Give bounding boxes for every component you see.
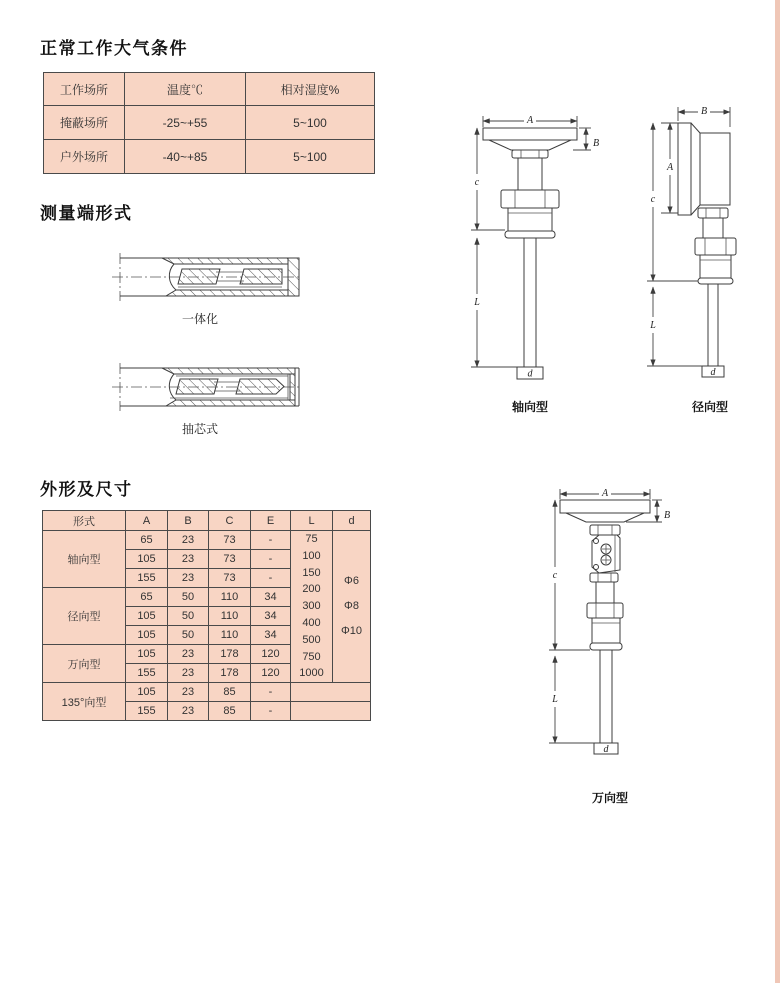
figure-label-integrated: 一体化: [181, 312, 218, 326]
table-cell: 65: [126, 531, 168, 550]
dim-label-c: c: [552, 570, 558, 581]
L-values-cell: 75 100 150 200 300 400 500 750 1000: [291, 531, 333, 683]
table-cell: -: [251, 550, 291, 569]
table-cell: 23: [168, 569, 209, 588]
table-row: [44, 106, 375, 140]
table-cell: 23: [168, 531, 209, 550]
axial-thermometer-diagram: [455, 108, 605, 388]
col-header-workplace: 工作场所: [44, 73, 125, 106]
dim-label-B: B: [664, 510, 671, 521]
table-cell: 户外场所: [44, 140, 125, 174]
axial-type-drawing: [455, 108, 605, 393]
universal-thermometer-diagram: [543, 485, 678, 765]
col-header-C: C: [209, 511, 251, 531]
table-cell: 120: [251, 645, 291, 664]
table-cell: -: [251, 702, 291, 721]
dim-label-L: L: [474, 297, 480, 308]
table-cell: 34: [251, 607, 291, 626]
table-cell: 110: [209, 626, 251, 645]
table-cell: 50: [168, 607, 209, 626]
table-cell: 23: [168, 550, 209, 569]
type-cell-universal: 万向型: [43, 645, 126, 683]
table-cell: 23: [168, 702, 209, 721]
probe-figure-core-pull: [112, 362, 302, 419]
table-row: [44, 140, 375, 174]
table-cell: 105: [126, 626, 168, 645]
dim-label-d: d: [603, 744, 609, 755]
section-title-dimensions: 外形及尺寸: [40, 480, 133, 499]
col-header-B: B: [168, 511, 209, 531]
table-cell: -: [251, 683, 291, 702]
table-cell: 34: [251, 626, 291, 645]
radial-type-caption: 径向型: [691, 400, 728, 414]
table-cell: 5~100: [246, 140, 375, 174]
table-cell: 73: [209, 531, 251, 550]
dim-label-c: c: [650, 194, 656, 205]
col-header-temperature: 温度℃: [125, 73, 246, 106]
table-cell: 120: [251, 664, 291, 683]
dim-label-d: d: [710, 367, 716, 378]
table-cell: 110: [209, 607, 251, 626]
table-cell: -: [251, 531, 291, 550]
table-header-row: [43, 511, 371, 531]
ambient-conditions-table: [43, 72, 375, 174]
radial-thermometer-diagram: [645, 103, 770, 393]
dimensions-table: [42, 510, 371, 721]
table-cell: 5~100: [246, 106, 375, 140]
table-cell: 23: [168, 683, 209, 702]
table-cell: 155: [126, 702, 168, 721]
figure-label-core-pull: 抽芯式: [181, 422, 218, 436]
table-header-row: [44, 73, 375, 106]
section-title-probe-forms: 测量端形式: [40, 204, 133, 223]
col-header-A: A: [126, 511, 168, 531]
table-cell: -25~+55: [125, 106, 246, 140]
table-cell: 155: [126, 664, 168, 683]
table-cell: 掩蔽场所: [44, 106, 125, 140]
table-cell: 105: [126, 683, 168, 702]
type-cell-135: 135°向型: [43, 683, 126, 721]
dim-label-c: c: [474, 177, 480, 188]
type-cell-axial: 轴向型: [43, 531, 126, 588]
universal-type-drawing: [543, 485, 678, 770]
integrated-probe-drawing: [112, 252, 302, 304]
table-cell: 23: [168, 664, 209, 683]
radial-type-drawing: [645, 103, 770, 398]
table-cell: 23: [168, 645, 209, 664]
core-pull-probe-drawing: [112, 362, 302, 414]
table-cell: 73: [209, 569, 251, 588]
d-values-cell: Φ6 Φ8 Φ10: [333, 531, 371, 683]
table-cell: -: [251, 569, 291, 588]
table-cell: 50: [168, 588, 209, 607]
table-cell: 105: [126, 607, 168, 626]
dim-label-L: L: [650, 320, 656, 331]
table-cell: 50: [168, 626, 209, 645]
col-header-d: d: [333, 511, 371, 531]
table-cell: 34: [251, 588, 291, 607]
section-title-ambient: 正常工作大气条件: [40, 39, 188, 58]
empty-cell: [291, 683, 371, 702]
dim-label-A: A: [666, 162, 674, 173]
axial-type-caption: 轴向型: [511, 400, 548, 414]
dim-label-B: B: [593, 138, 600, 149]
table-cell: 85: [209, 683, 251, 702]
table-cell: 65: [126, 588, 168, 607]
table-cell: 155: [126, 569, 168, 588]
dim-label-A: A: [526, 115, 534, 126]
empty-cell: [291, 702, 371, 721]
col-header-L: L: [291, 511, 333, 531]
col-header-type: 形式: [43, 511, 126, 531]
table-cell: 178: [209, 664, 251, 683]
universal-type-caption: 万向型: [591, 791, 628, 805]
probe-figure-integrated: [112, 252, 302, 309]
col-header-humidity: 相对湿度%: [246, 73, 375, 106]
table-cell: -40~+85: [125, 140, 246, 174]
table-cell: 105: [126, 645, 168, 664]
right-accent-strip: [775, 0, 780, 983]
table-row: [43, 683, 371, 702]
table-cell: 73: [209, 550, 251, 569]
table-cell: 105: [126, 550, 168, 569]
dim-label-L: L: [552, 694, 558, 705]
dim-label-A: A: [601, 488, 609, 499]
table-cell: 178: [209, 645, 251, 664]
table-cell: 85: [209, 702, 251, 721]
dim-label-B: B: [700, 106, 708, 117]
col-header-E: E: [251, 511, 291, 531]
table-cell: 110: [209, 588, 251, 607]
dim-label-d: d: [527, 368, 533, 380]
type-cell-radial: 径向型: [43, 588, 126, 645]
table-row: [43, 531, 371, 550]
